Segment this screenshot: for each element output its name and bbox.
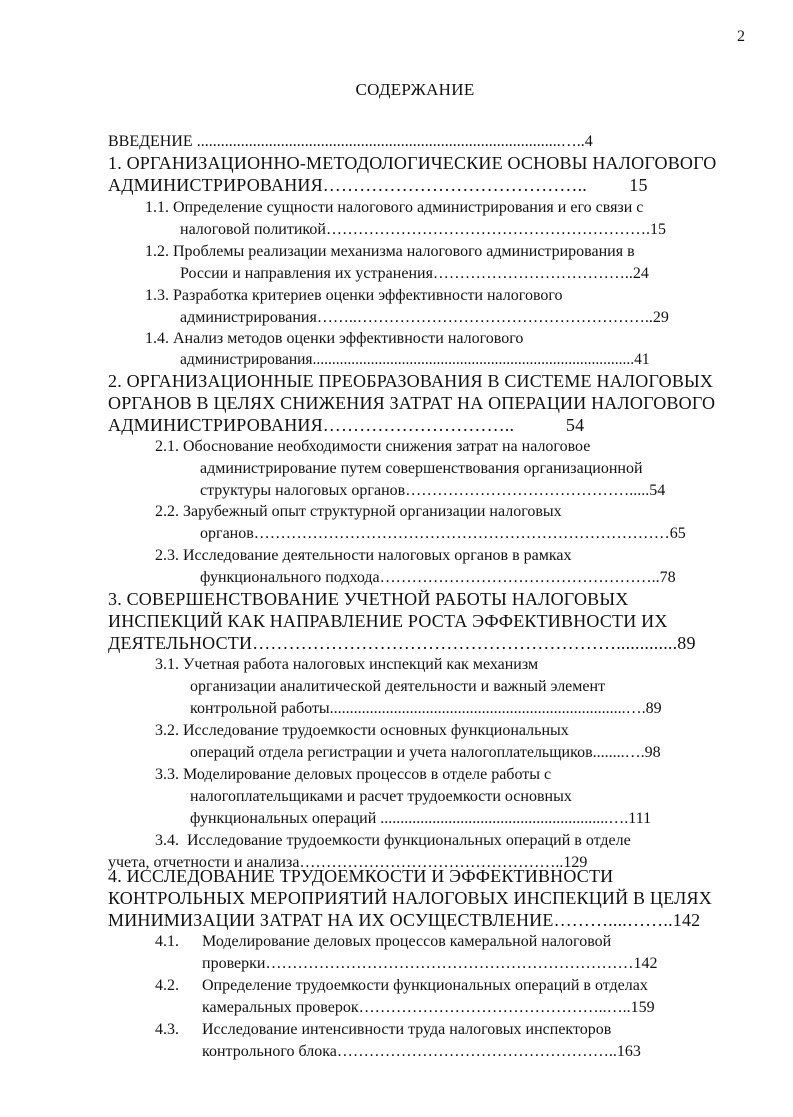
toc-line: ВВЕДЕНИЕ ...........................................................................................…..4 bbox=[108, 133, 593, 150]
toc-line: проверки……………………………………………………………142 bbox=[202, 955, 658, 972]
toc-line: 3.1. Учетная работа налоговых инспекций как механизм bbox=[155, 656, 539, 673]
toc-line: 3.3. Моделирование деловых процессов в отделе работы с bbox=[155, 766, 552, 783]
toc-line: 2.2. Зарубежный опыт структурной организации налоговых bbox=[155, 503, 562, 520]
toc-line: функционального подхода……………………………………………..78 bbox=[200, 569, 676, 586]
toc-line: 1. ОРГАНИЗАЦИОННО-МЕТОДОЛОГИЧЕСКИЕ ОСНОВЫ НАЛОГОВОГО bbox=[108, 153, 717, 173]
toc-line: КОНТРОЛЬНЫХ МЕРОПРИЯТИЙ НАЛОГОВЫХ ИНСПЕКЦИЙ В ЦЕЛЯХ bbox=[108, 888, 712, 908]
toc-line: 3.2. Исследование трудоемкости основных функциональных bbox=[155, 722, 569, 739]
page-number: 2 bbox=[737, 28, 745, 45]
toc-line: администрирования...................................................................................41 bbox=[180, 351, 650, 368]
toc-line: 3.4. Исследование трудоемкости функциональных операций в отделе bbox=[155, 832, 631, 849]
toc-line: налогоплательщиками и расчет трудоемкости основных bbox=[190, 788, 572, 805]
toc-line: учета, отчетности и анализа…………………………………………..129 bbox=[108, 854, 588, 871]
toc-line: организации аналитической деятельности и важный элемент bbox=[190, 678, 606, 695]
toc-line: МИНИМИЗАЦИИ ЗАТРАТ НА ИХ ОСУЩЕСТВЛЕНИЕ………....……..142 bbox=[108, 910, 701, 930]
toc-line: 1.2. Проблемы реализации механизма налогового администрирования в bbox=[145, 243, 635, 260]
toc-line: 2.1. Обоснование необходимости снижения затрат на налоговое bbox=[155, 438, 591, 455]
toc-line: 4. ИССЛЕДОВАНИЕ ТРУДОЕМКОСТИ И ЭФФЕКТИВНОСТИ bbox=[108, 866, 614, 886]
toc-line: операций отдела регистрации и учета налогоплательщиков........….98 bbox=[190, 744, 661, 761]
toc-line: 2.3. Исследование деятельности налоговых органов в рамках bbox=[155, 547, 572, 564]
toc-line: АДМИНИСТРИРОВАНИЯ………………………….. 54 bbox=[108, 415, 585, 435]
toc-line: налоговой политикой…………………………………………………….15 bbox=[180, 221, 666, 238]
toc-line: камеральных проверок………………………………………..…..159 bbox=[202, 999, 655, 1016]
toc-line: 2. ОРГАНИЗАЦИОННЫЕ ПРЕОБРАЗОВАНИЯ В СИСТЕМЕ НАЛОГОВЫХ bbox=[108, 371, 714, 391]
toc-line: администрирования……..………………………………………………..29 bbox=[180, 309, 669, 326]
toc-line: органов……………………………………………………………………65 bbox=[200, 525, 686, 542]
toc-line: ИНСПЕКЦИЙ КАК НАПРАВЛЕНИЕ РОСТА ЭФФЕКТИВНОСТИ ИХ bbox=[108, 611, 668, 631]
toc-line: контрольного блока……………………………………………..163 bbox=[202, 1043, 641, 1060]
toc-number: 4.1. bbox=[155, 933, 179, 950]
toc-line: контрольной работы..........................................................................….89 bbox=[190, 700, 662, 717]
toc-line: Определение трудоемкости функциональных операций в отделах bbox=[202, 977, 648, 994]
toc-line: Исследование интенсивности труда налоговых инспекторов bbox=[202, 1021, 612, 1038]
toc-line: ОРГАНОВ В ЦЕЛЯХ СНИЖЕНИЯ ЗАТРАТ НА ОПЕРАЦИИ НАЛОГОВОГО bbox=[108, 393, 716, 413]
toc-line: АДМИНИСТРИРОВАНИЯ…………………………………….. 15 bbox=[108, 175, 648, 195]
toc-number: 4.2. bbox=[155, 977, 179, 994]
toc-line: функциональных операций .........................................................….111 bbox=[190, 810, 652, 827]
toc-number: 4.3. bbox=[155, 1021, 179, 1038]
toc-line: администрирование путем совершенствования организационной bbox=[200, 460, 643, 477]
page-title: СОДЕРЖАНИЕ bbox=[355, 80, 475, 99]
toc-line: 1.1. Определение сущности налогового администрирования и его связи с bbox=[145, 199, 644, 216]
toc-line: 1.3. Разработка критериев оценки эффективности налогового bbox=[145, 287, 563, 304]
toc-line: структуры налоговых органов…………………………………….....54 bbox=[200, 482, 666, 499]
toc-line: России и направления их устранения………………………………..24 bbox=[180, 265, 649, 282]
toc-line: 1.4. Анализ методов оценки эффективности налогового bbox=[145, 330, 524, 347]
toc-line: 3. СОВЕРШЕНСТВОВАНИЕ УЧЕТНОЙ РАБОТЫ НАЛОГОВЫХ bbox=[108, 589, 629, 609]
toc-line: Моделирование деловых процессов камеральной налоговой bbox=[202, 933, 612, 950]
toc-line: ДЕЯТЕЛЬНОСТИ…………………………………………………….............89 bbox=[108, 633, 696, 653]
